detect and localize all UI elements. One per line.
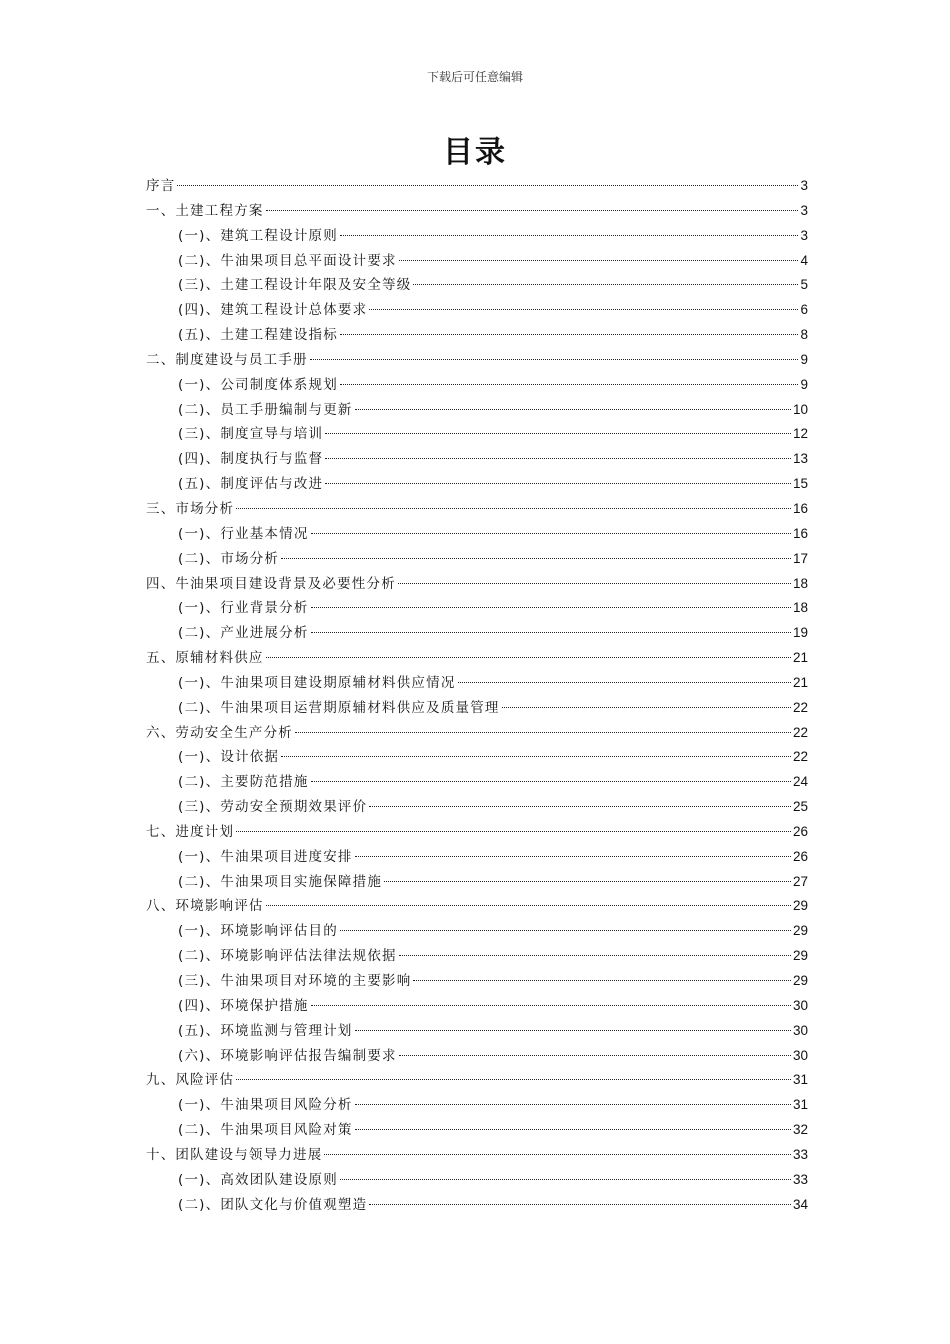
toc-page-number: 29 <box>792 923 808 939</box>
toc-page-number: 34 <box>792 1196 808 1212</box>
dot-leader <box>399 955 791 956</box>
toc-entry-title: 七、进度计划 <box>146 823 235 840</box>
dot-leader <box>369 309 798 310</box>
dot-leader <box>324 1154 791 1155</box>
toc-page-number: 22 <box>792 724 808 740</box>
toc-entry-title: (一)、行业基本情况 <box>178 525 309 542</box>
dot-leader <box>355 1030 791 1031</box>
toc-page-number: 30 <box>792 997 808 1013</box>
dot-leader <box>311 533 791 534</box>
toc-entry-title: 二、制度建设与员工手册 <box>146 351 308 368</box>
toc-page-number: 21 <box>792 674 808 690</box>
toc-entry-title: (一)、环境影响评估目的 <box>178 923 338 940</box>
toc-page-number: 27 <box>792 873 808 889</box>
toc-entry-title: (六)、环境影响评估报告编制要求 <box>178 1047 397 1064</box>
toc-page-number: 33 <box>792 1171 808 1187</box>
dot-leader <box>281 558 791 559</box>
toc-page-number: 25 <box>792 799 808 815</box>
dot-leader <box>340 334 799 335</box>
dot-leader <box>355 856 791 857</box>
toc-entry-title: (一)、牛油果项目进度安排 <box>178 848 353 865</box>
toc-subsection-entry[interactable] <box>146 621 808 646</box>
toc-page-number: 31 <box>792 1097 808 1113</box>
dot-leader <box>325 483 791 484</box>
toc-page-number: 30 <box>792 1047 808 1063</box>
toc-page-number: 26 <box>792 848 808 864</box>
toc-subsection-entry[interactable] <box>146 249 808 274</box>
dot-leader <box>399 260 799 261</box>
toc-subsection-entry[interactable] <box>146 1168 808 1193</box>
toc-subsection-entry[interactable] <box>146 1118 808 1143</box>
toc-entry-title: (一)、设计依据 <box>178 749 280 766</box>
dot-leader <box>384 881 791 882</box>
toc-entry-title: (五)、制度评估与改进 <box>178 476 324 493</box>
dot-leader <box>413 980 791 981</box>
dot-leader <box>177 185 798 186</box>
toc-entry-title: (五)、土建工程建设指标 <box>178 327 338 344</box>
toc-entry-title: (二)、员工手册编制与更新 <box>178 401 353 418</box>
toc-entry-title: (二)、牛油果项目风险对策 <box>178 1122 353 1139</box>
toc-entry-title: (二)、市场分析 <box>178 550 280 567</box>
toc-page-number: 19 <box>792 625 808 641</box>
toc-subsection-entry[interactable] <box>146 1044 808 1069</box>
toc-subsection-entry[interactable] <box>146 273 808 298</box>
toc-subsection-entry[interactable] <box>146 1093 808 1118</box>
toc-subsection-entry[interactable] <box>146 969 808 994</box>
toc-section-entry[interactable] <box>146 497 808 522</box>
toc-entry-title: 序言 <box>146 178 176 194</box>
toc-entry-title: (三)、牛油果项目对环境的主要影响 <box>178 973 412 989</box>
dot-leader <box>369 1204 791 1205</box>
toc-entry-title: (一)、牛油果项目建设期原辅材料供应情况 <box>178 674 456 691</box>
toc-page-number: 3 <box>800 202 808 218</box>
dot-leader <box>355 409 791 410</box>
toc-entry-title: (二)、产业进展分析 <box>178 625 309 642</box>
toc-page-number: 17 <box>792 550 808 566</box>
dot-leader <box>236 508 791 509</box>
toc-section-entry[interactable] <box>146 348 808 373</box>
dot-leader <box>398 583 791 584</box>
toc-subsection-entry[interactable] <box>146 795 808 820</box>
dot-leader <box>413 284 798 285</box>
toc-subsection-entry[interactable] <box>146 596 808 621</box>
toc-page-number: 33 <box>792 1146 808 1162</box>
toc-entry-title: 三、市场分析 <box>146 500 235 517</box>
toc-entry-title: (一)、牛油果项目风险分析 <box>178 1097 353 1114</box>
dot-leader <box>236 1079 791 1080</box>
dot-leader <box>310 359 799 360</box>
toc-section-entry[interactable] <box>146 820 808 845</box>
page-title: 目录 <box>443 135 507 170</box>
toc-page-number: 4 <box>800 252 808 268</box>
toc-subsection-entry[interactable] <box>146 770 808 795</box>
toc-page-number: 12 <box>792 426 808 442</box>
dot-leader <box>340 235 799 236</box>
toc-section-entry[interactable] <box>146 1143 808 1168</box>
toc-subsection-entry[interactable] <box>146 696 808 721</box>
toc-page-number: 22 <box>792 699 808 715</box>
toc-page-number: 26 <box>792 823 808 839</box>
toc-entry-title: (三)、土建工程设计年限及安全等级 <box>178 277 412 294</box>
toc-subsection-entry[interactable] <box>146 323 808 348</box>
toc-subsection-entry[interactable] <box>146 224 808 249</box>
toc-subsection-entry[interactable] <box>146 671 808 696</box>
toc-page-number: 16 <box>792 500 808 516</box>
toc-page-number: 9 <box>800 351 808 367</box>
dot-leader <box>340 930 791 931</box>
dot-leader <box>266 905 791 906</box>
toc-subsection-entry[interactable] <box>146 745 808 770</box>
dot-leader <box>369 806 791 807</box>
toc-entry-title: (一)、高效团队建设原则 <box>178 1171 338 1188</box>
toc-entry-title: (一)、公司制度体系规划 <box>178 376 338 393</box>
dot-leader <box>325 433 791 434</box>
dot-leader <box>236 831 791 832</box>
toc-section-entry[interactable] <box>146 721 808 746</box>
toc-subsection-entry[interactable] <box>146 919 808 944</box>
toc-entry-title: (一)、行业背景分析 <box>178 600 309 617</box>
toc-subsection-entry[interactable] <box>146 398 808 423</box>
toc-entry-title: (三)、劳动安全预期效果评价 <box>178 799 368 816</box>
dot-leader <box>340 384 799 385</box>
toc-entry-title: (五)、环境监测与管理计划 <box>178 1022 353 1039</box>
toc-section-entry[interactable] <box>146 572 808 597</box>
dot-leader <box>281 756 791 757</box>
toc-entry-title: 九、风险评估 <box>146 1072 235 1089</box>
toc-section-entry[interactable] <box>146 646 808 671</box>
toc-subsection-entry[interactable] <box>146 422 808 447</box>
toc-page-number: 22 <box>792 749 808 765</box>
toc-subsection-entry[interactable] <box>146 1193 808 1218</box>
toc-entry-title: (四)、建筑工程设计总体要求 <box>178 302 368 319</box>
toc-page-number: 21 <box>792 650 808 666</box>
toc-subsection-entry[interactable] <box>146 845 808 870</box>
table-of-contents <box>146 174 808 1217</box>
toc-page-number: 30 <box>792 1022 808 1038</box>
toc-section-entry[interactable] <box>146 199 808 224</box>
dot-leader <box>311 781 791 782</box>
toc-entry-title: (二)、团队文化与价值观塑造 <box>178 1196 368 1213</box>
toc-page-number: 29 <box>792 898 808 914</box>
header-note: 下载后可任意编辑 <box>426 70 523 84</box>
toc-entry-title: (二)、主要防范措施 <box>178 774 309 791</box>
toc-subsection-entry[interactable] <box>146 870 808 895</box>
toc-page-number: 18 <box>792 600 808 616</box>
dot-leader <box>311 607 791 608</box>
toc-entry-title: (一)、建筑工程设计原则 <box>178 227 338 244</box>
dot-leader <box>458 682 791 683</box>
toc-entry-title: 五、原辅材料供应 <box>146 650 264 667</box>
toc-page-number: 9 <box>800 376 808 392</box>
toc-page-number: 16 <box>792 525 808 541</box>
toc-entry-title: (三)、制度宣导与培训 <box>178 426 324 443</box>
dot-leader <box>325 458 791 459</box>
toc-subsection-entry[interactable] <box>146 472 808 497</box>
dot-leader <box>311 1005 791 1006</box>
toc-section-entry[interactable] <box>146 174 808 199</box>
toc-subsection-entry[interactable] <box>146 373 808 398</box>
toc-entry-title: (二)、牛油果项目总平面设计要求 <box>178 252 397 269</box>
dot-leader <box>266 210 799 211</box>
dot-leader <box>266 657 791 658</box>
dot-leader <box>340 1179 791 1180</box>
toc-entry-title: (二)、牛油果项目实施保障措施 <box>178 873 383 890</box>
toc-page-number: 29 <box>792 973 808 988</box>
toc-page-number: 3 <box>800 227 808 243</box>
dot-leader <box>295 732 791 733</box>
toc-subsection-entry[interactable] <box>146 298 808 323</box>
dot-leader <box>355 1129 791 1130</box>
toc-entry-title: 八、环境影响评估 <box>146 898 264 915</box>
toc-subsection-entry[interactable] <box>146 944 808 969</box>
toc-entry-title: 六、劳动安全生产分析 <box>146 724 293 741</box>
toc-subsection-entry[interactable] <box>146 522 808 547</box>
toc-entry-title: (四)、环境保护措施 <box>178 997 309 1014</box>
toc-entry-title: (二)、环境影响评估法律法规依据 <box>178 948 397 965</box>
toc-page-number: 31 <box>792 1072 808 1088</box>
toc-entry-title: 十、团队建设与领导力进展 <box>146 1146 323 1163</box>
toc-page-number: 29 <box>792 948 808 964</box>
toc-subsection-entry[interactable] <box>146 547 808 572</box>
toc-page-number: 24 <box>792 774 808 790</box>
toc-page-number: 6 <box>800 302 808 318</box>
toc-page-number: 10 <box>792 401 808 417</box>
toc-page-number: 18 <box>792 575 808 591</box>
toc-entry-title: (四)、制度执行与监督 <box>178 451 324 468</box>
toc-page-number: 3 <box>800 178 808 193</box>
dot-leader <box>311 632 791 633</box>
toc-page-number: 15 <box>792 476 808 492</box>
dot-leader <box>355 1104 791 1105</box>
toc-page-number: 8 <box>800 327 808 343</box>
toc-page-number: 5 <box>800 277 808 293</box>
dot-leader <box>399 1055 791 1056</box>
toc-section-entry[interactable] <box>146 1068 808 1093</box>
toc-subsection-entry[interactable] <box>146 447 808 472</box>
dot-leader <box>502 707 791 708</box>
toc-page-number: 32 <box>792 1122 808 1138</box>
toc-page-number: 13 <box>792 451 808 467</box>
toc-subsection-entry[interactable] <box>146 1019 808 1044</box>
toc-entry-title: 一、土建工程方案 <box>146 202 264 219</box>
toc-subsection-entry[interactable] <box>146 994 808 1019</box>
toc-entry-title: (二)、牛油果项目运营期原辅材料供应及质量管理 <box>178 699 500 716</box>
toc-section-entry[interactable] <box>146 894 808 919</box>
toc-entry-title: 四、牛油果项目建设背景及必要性分析 <box>146 575 396 592</box>
